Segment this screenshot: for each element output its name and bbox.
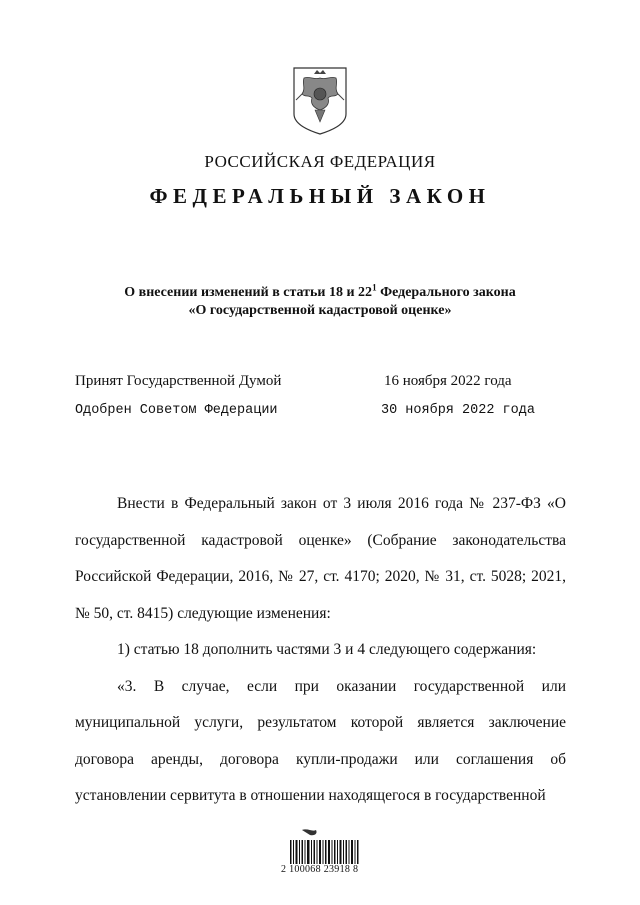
body-paragraph-intro: Внести в Федеральный закон от 3 июля 2016 года № 237-ФЗ «О государственной кадастровой оценке» (Собрание законодательства Российской Федерации, 2016, № 27, ст. 4170; 2020, № 31, ст. 5028; 2021, № 50, ст. 8415) следующие изменения:: [75, 495, 566, 622]
coat-of-arms-icon: [288, 64, 352, 136]
council-approval-label: Одобрен Советом Федерации: [75, 403, 278, 418]
barcode-number: 2 100068 23918 8: [281, 864, 359, 875]
body-paragraph-item1: 1) статью 18 дополнить частями 3 и 4 следующего содержания:: [117, 641, 537, 658]
law-title-line1-text: О внесении изменений в статьи 18 и 22: [124, 285, 373, 300]
duma-adoption-date: 16 ноября 2022 года: [384, 373, 512, 389]
country-heading: РОССИЙСКАЯ ФЕДЕРАЦИЯ: [204, 152, 436, 171]
body-paragraph-part3: «3. В случае, если при оказании государственной или муниципальной услуги, результатом которой является заключение договора аренды, договора купли-продажи или соглашения об установлении сервитута в отношении находящегося в государственной: [75, 677, 566, 804]
law-title-line2: «О государственной кадастровой оценке»: [188, 303, 452, 318]
duma-adoption-label: Принят Государственной Думой: [75, 373, 282, 389]
law-title: [60, 284, 580, 320]
law-type-heading: ФЕДЕРАЛЬНЫЙ ЗАКОН: [149, 184, 491, 208]
council-approval-date: 30 ноября 2022 года: [381, 403, 535, 418]
law-title-line1: [60, 284, 580, 302]
law-body: [75, 486, 566, 815]
law-title-superscript: 1: [372, 282, 377, 293]
law-title-line1-suffix: Федерального закона: [376, 285, 516, 300]
